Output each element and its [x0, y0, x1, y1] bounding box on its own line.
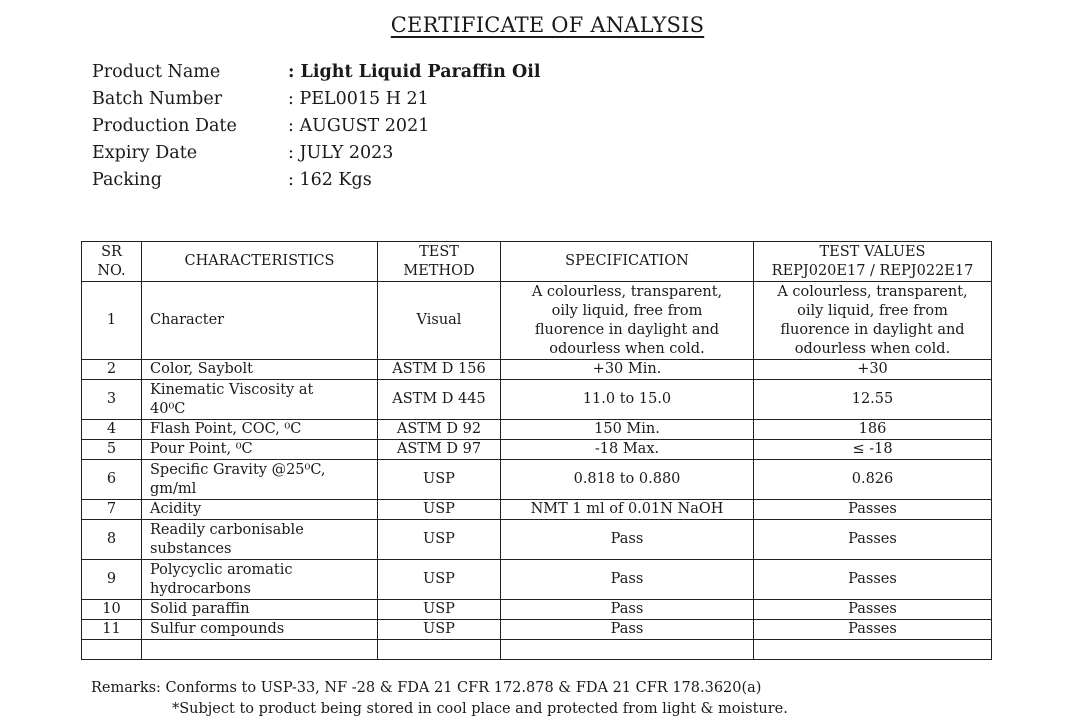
cell-characteristic: Character	[142, 282, 378, 360]
header-test-values	[754, 242, 992, 282]
cell-method: USP	[378, 560, 501, 600]
info-row-packing	[92, 166, 541, 193]
cell-line: hydrocarbons	[150, 580, 251, 597]
cell-characteristic	[142, 380, 378, 420]
cell-test-value: Passes	[754, 620, 992, 640]
header-test-method	[378, 242, 501, 282]
info-label: Production Date	[92, 115, 237, 136]
cell-test-value: Passes	[754, 500, 992, 520]
cell-test-value: Passes	[754, 520, 992, 560]
cell-sr: 8	[82, 520, 142, 560]
cell-characteristic	[142, 560, 378, 600]
cell-line: Specific Gravity @25⁰C,	[150, 461, 326, 478]
cell-method: USP	[378, 460, 501, 500]
cell-characteristic: Pour Point, ⁰C	[142, 440, 378, 460]
cell-line: fluorence in daylight and	[534, 321, 720, 338]
cell-test-value: ≤ -18	[754, 440, 992, 460]
cell-characteristic: Flash Point, COC, ⁰C	[142, 420, 378, 440]
info-value: : JULY 2023	[288, 142, 394, 163]
cell-test-value: Passes	[754, 600, 992, 620]
cell-sr: 10	[82, 600, 142, 620]
table-row	[82, 620, 992, 640]
cell-line: A colourless, transparent,	[531, 283, 723, 300]
cell-specification: Pass	[501, 520, 754, 560]
cell-characteristic	[142, 460, 378, 500]
table-header-row	[82, 242, 992, 282]
header-line: SR	[101, 243, 122, 260]
cell-test-value	[754, 282, 992, 360]
cell-specification: 11.0 to 15.0	[501, 380, 754, 420]
cell-line: oily liquid, free from	[797, 302, 948, 319]
cell-specification: Pass	[501, 560, 754, 600]
cell-sr: 2	[82, 360, 142, 380]
table-row	[82, 420, 992, 440]
header-characteristics: CHARACTERISTICS	[142, 242, 378, 282]
cell-specification: 150 Min.	[501, 420, 754, 440]
cell-sr: 3	[82, 380, 142, 420]
cell-method: ASTM D 92	[378, 420, 501, 440]
cell-specification: Pass	[501, 600, 754, 620]
table-row-empty	[82, 640, 992, 660]
remarks: Remarks: Conforms to USP-33, NF -28 & FDA 21 CFR 172.878 & FDA 21 CFR 178.3620(a)	[91, 680, 762, 696]
cell-line: fluorence in daylight and	[780, 321, 965, 338]
cell-test-value: Passes	[754, 560, 992, 600]
cell-method: USP	[378, 620, 501, 640]
cell-specification	[501, 282, 754, 360]
analysis-table	[81, 241, 992, 660]
cell-test-value: 12.55	[754, 380, 992, 420]
table-row	[82, 380, 992, 420]
info-value: : Light Liquid Paraffin Oil	[288, 61, 541, 82]
cell-line: gm/ml	[150, 480, 197, 497]
table-row	[82, 460, 992, 500]
info-row-product-name	[92, 58, 541, 85]
cell-sr: 7	[82, 500, 142, 520]
info-label: Product Name	[92, 61, 221, 82]
cell-test-value: 186	[754, 420, 992, 440]
header-line: METHOD	[403, 262, 475, 279]
cell-sr: 4	[82, 420, 142, 440]
cell-sr: 5	[82, 440, 142, 460]
info-label: Packing	[92, 169, 162, 190]
table-row	[82, 360, 992, 380]
cell-line: odourless when cold.	[549, 340, 705, 357]
cell-method: ASTM D 97	[378, 440, 501, 460]
empty-cell	[142, 640, 378, 660]
table-row	[82, 560, 992, 600]
cell-characteristic: Color, Saybolt	[142, 360, 378, 380]
info-row-batch-number	[92, 85, 541, 112]
cell-sr: 6	[82, 460, 142, 500]
header-line: REPJ020E17 / REPJ022E17	[771, 262, 974, 279]
cell-method: USP	[378, 500, 501, 520]
cell-test-value: 0.826	[754, 460, 992, 500]
header-line: TEST VALUES	[819, 243, 926, 260]
table-row	[82, 282, 992, 360]
cell-specification: Pass	[501, 620, 754, 640]
cell-sr: 11	[82, 620, 142, 640]
cell-method: USP	[378, 600, 501, 620]
info-value: : PEL0015 H 21	[288, 88, 429, 109]
cell-line: Kinematic Viscosity at	[150, 381, 314, 398]
cell-test-value: +30	[754, 360, 992, 380]
info-row-expiry-date	[92, 139, 541, 166]
header-line: TEST	[419, 243, 459, 260]
cell-method: USP	[378, 520, 501, 560]
cell-line: substances	[150, 540, 232, 557]
table-row	[82, 520, 992, 560]
cell-specification: +30 Min.	[501, 360, 754, 380]
table-row	[82, 500, 992, 520]
product-info	[92, 58, 541, 193]
cell-characteristic: Sulfur compounds	[142, 620, 378, 640]
empty-cell	[501, 640, 754, 660]
cell-sr: 9	[82, 560, 142, 600]
cell-line: Polycyclic aromatic	[150, 561, 293, 578]
cell-specification: -18 Max.	[501, 440, 754, 460]
cell-method: ASTM D 445	[378, 380, 501, 420]
cell-specification: NMT 1 ml of 0.01N NaOH	[501, 500, 754, 520]
document-title: CERTIFICATE OF ANALYSIS	[390, 13, 705, 37]
info-row-production-date	[92, 112, 541, 139]
cell-sr: 1	[82, 282, 142, 360]
cell-method: Visual	[378, 282, 501, 360]
empty-cell	[378, 640, 501, 660]
table-row	[82, 600, 992, 620]
info-label: Expiry Date	[92, 142, 198, 163]
cell-specification: 0.818 to 0.880	[501, 460, 754, 500]
header-specification: SPECIFICATION	[501, 242, 754, 282]
empty-cell	[82, 640, 142, 660]
cell-characteristic	[142, 520, 378, 560]
storage-note: *Subject to product being stored in cool place and protected from light & moisture.	[172, 701, 788, 717]
empty-cell	[754, 640, 992, 660]
cell-characteristic: Solid paraffin	[142, 600, 378, 620]
info-label: Batch Number	[92, 88, 223, 109]
table-row	[82, 440, 992, 460]
cell-characteristic: Acidity	[142, 500, 378, 520]
header-sr-no	[82, 242, 142, 282]
info-value: : 162 Kgs	[288, 169, 372, 190]
header-line: NO.	[97, 262, 126, 279]
cell-line: A colourless, transparent,	[777, 283, 968, 300]
cell-line: Readily carbonisable	[150, 521, 304, 538]
info-value: : AUGUST 2021	[288, 115, 430, 136]
cell-method: ASTM D 156	[378, 360, 501, 380]
cell-line: oily liquid, free from	[551, 302, 703, 319]
cell-line: odourless when cold.	[794, 340, 951, 357]
cell-line: 40⁰C	[150, 400, 186, 417]
